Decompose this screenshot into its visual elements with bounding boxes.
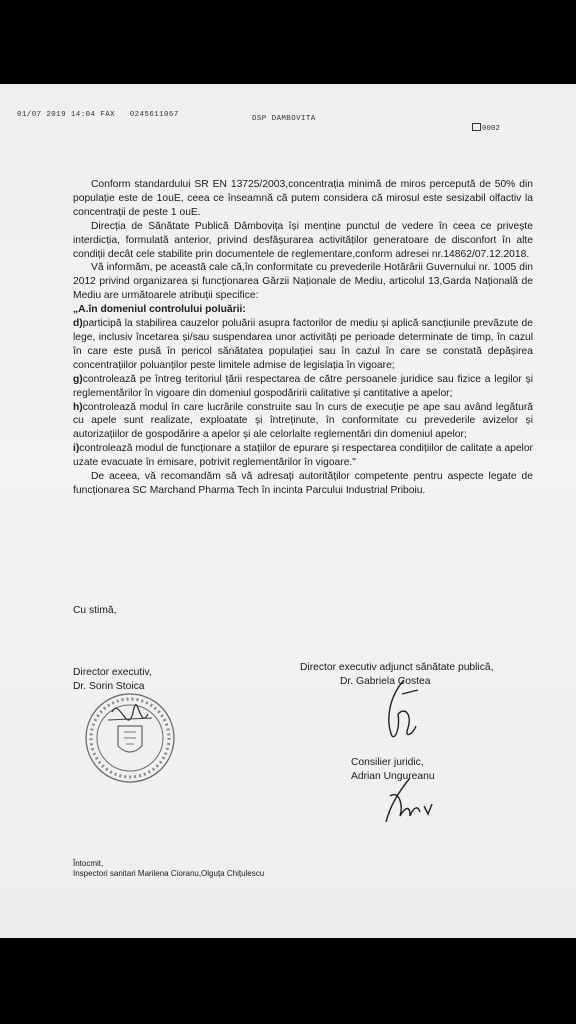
section-a-heading: „A.în domeniul controlului poluării: (73, 304, 246, 316)
checkbox-icon (472, 123, 481, 131)
item-i (73, 442, 533, 470)
consilier-name: Adrian Ungureanu (351, 770, 435, 782)
left-title: Director executiv, (73, 667, 152, 678)
item-h-text: controlează modul în care lucrările construite sau în curs de execuție pe ape sau având legătură cu apele sunt realizate, exploatate și întreținute, în conformitate cu prevederile avizelor și autorizațiilor de gospodărire a apelor și ale celorlalte reglementări din domeniul apelor; (73, 401, 533, 441)
letter-body (73, 178, 533, 498)
item-g (73, 373, 533, 401)
item-d (73, 317, 533, 373)
item-h (73, 401, 533, 443)
item-i-letter: i) (73, 443, 80, 455)
fax-header-line (17, 111, 179, 119)
fax-document-page (0, 84, 576, 938)
fax-page-number (472, 123, 500, 133)
prepared-by-names: Inspectori sanitari Marilena Cioranu,Olguța Chițulescu (73, 869, 265, 878)
consilier-title: Consilier juridic, (351, 757, 424, 768)
item-d-letter: d) (73, 318, 83, 330)
signature-costea-icon (382, 676, 422, 744)
fax-datetime: 01/07 2019 14:04 FAX (17, 111, 116, 119)
paragraph-information: Vă informăm, pe această cale că,în conformitate cu prevederile Hotărârii Guvernului nr. 1005 din 2012 privind organizarea și funcționarea Gărzii Naționale de Mediu, articolul 13,Garda Națională de Mediu are următoarele atribuții specifice: (73, 262, 533, 302)
right-name: Dr. Gabriela Costea (340, 675, 431, 687)
signatory-left (73, 666, 152, 693)
fax-sender: DSP DAMBOVITA (252, 115, 316, 123)
prepared-by (73, 859, 264, 879)
official-stamp-icon (82, 690, 178, 786)
item-d-text: participă la stabilirea cauzelor poluării asupra factorilor de mediu și aplică sancțiunile prevăzute de lege, inclusiv încetarea și/sau suspendarea unor activități pe perioade determinate de timp, în cazul în care este pusă în pericol sănătatea populației sau în cazul în care se constată depășirea concentrațiilor poluanților peste limitele admise de legislația în vigoare; (73, 318, 533, 371)
item-h-letter: h) (73, 401, 83, 413)
paragraph-standard: Conform standardului SR EN 13725/2003,concentrația minimă de miros percepută de 50% din populație este de 1ouE, ceea ce înseamnă că putem considera că mirosul este sesizabil olfactiv la concentrații de peste 1 ouE. (73, 179, 533, 218)
item-g-letter: g) (73, 373, 83, 385)
prepared-by-label: Întocmit, (73, 859, 104, 868)
item-i-text: controlează modul de funcționare a stațiilor de epurare și respectarea condițiilor de calitate a apelor uzate evacuate în emisare, potrivit reglementărilor în vigoare." (73, 443, 533, 469)
signature-ungureanu-icon (380, 776, 436, 828)
item-g-text: controlează pe întreg teritoriul țării respectarea de către persoanele juridice sau fizice a legilor și reglementărilor în vigoare din domeniul gospodăririi calitative și cantitative a apelor; (73, 373, 533, 399)
fax-number: 0245611067 (129, 111, 179, 119)
right-title: Director executiv adjunct sănătate publică, (300, 662, 494, 673)
left-name: Dr. Sorin Stoica (73, 680, 145, 692)
paragraph-position: Direcția de Sănătate Publică Dâmbovița își menține punctul de vedere în ceea ce privește interdicția, formulată anterior, privind desfășurarea activităților generatoare de disconfort în alte condiții decât cele stabilite prin documentele de reglementare,conform adresei nr.14862/07.12.2018. (73, 220, 533, 260)
fax-page-label: 0002 (482, 125, 501, 133)
closing-salutation: Cu stimă, (73, 605, 117, 616)
paragraph-recommendation: De aceea, vă recomandăm să vă adresați autorităților competente pentru aspecte legate de funcționarea SC Marchand Pharma Tech în incinta Parcului Industrial Priboiu. (73, 471, 533, 496)
